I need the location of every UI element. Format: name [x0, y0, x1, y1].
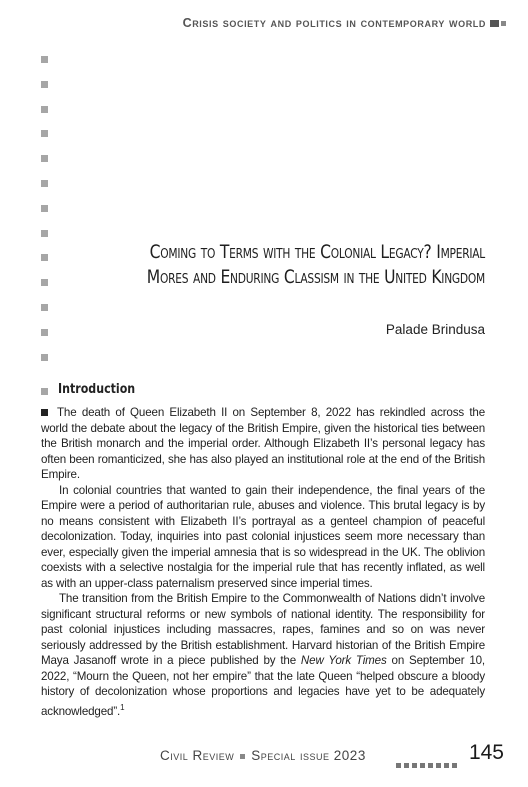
- running-header: [183, 16, 506, 30]
- header-block-mark-small: [501, 21, 506, 26]
- margin-square: [41, 155, 48, 162]
- margin-square: [41, 81, 48, 88]
- margin-square: [41, 180, 48, 187]
- margin-square: [41, 56, 48, 63]
- article-title: [145, 240, 485, 290]
- journal-name: Civil Review: [160, 748, 235, 763]
- section-square: [41, 388, 48, 395]
- margin-square: [41, 329, 48, 336]
- issue-label: Special issue 2023: [251, 748, 366, 763]
- paragraph-3: The transition from the British Empire to the Commonwealth of Nations didn’t involve significant structural reforms or new symbols of national identity. The responsibility for past colonial injustices including massacres, rapes, famines and so on was never seriously addressed by the British establishment. Harvard historian of the British Empire Maya Jasanoff wrote in a piece published by the New York Times on September 10, 2022, “Mourn the Queen, not her empire” that the late Queen “helped obscure a bloody history of decolonization whose proportions and legacies have yet to be adequately acknowledged”.$^1$: [41, 592, 485, 718]
- margin-square: [41, 304, 48, 311]
- footer-dots: [396, 755, 460, 773]
- margin-square: [41, 205, 48, 212]
- header-block-mark: [490, 20, 499, 27]
- journal-section-title: Crisis society and politics in contemporary world: [182, 16, 486, 30]
- author-name: Palade Brindusa: [385, 322, 485, 337]
- page-number: 145: [468, 741, 504, 764]
- title-line-2: Mores and Enduring Classism in the United Kingdom: [146, 266, 485, 288]
- newspaper-name: New York Times: [300, 654, 387, 667]
- margin-square: [41, 254, 48, 261]
- margin-square: [41, 106, 48, 113]
- margin-square: [41, 279, 48, 286]
- paragraph-bullet: [41, 409, 48, 416]
- margin-square: [41, 354, 48, 361]
- footnote-mark: 1: [120, 702, 125, 712]
- paragraph-1: The death of Queen Elizabeth II on September 8, 2022 has rekindled across the world the debate about the legacy of the British Empire, given the historical ties between the British monarch and the imperial order. Although Elizabeth II’s personal legacy has often been romanticized, she has also played an institutional role at the end of the British Empire.: [41, 406, 485, 481]
- section-heading: Introduction: [58, 382, 136, 397]
- title-line-1: Coming to Terms with the Colonial Legacy? Imperial: [149, 241, 485, 263]
- margin-square: [41, 130, 48, 137]
- paragraph-2: In colonial countries that wanted to gain their independence, the final years of the Empire were a period of authoritarian rule, abuses and violence. This brutal legacy is by no means consistent with Elizabeth II’s portrayal as a genteel champion of peaceful decolonization. Today, inquiries into past colonial injustices seem more necessary than ever, especially given the imperial amnesia that is so widespread in the UK. The oblivion coexists with a selective nostalgia for the imperial rule that has recently inflated, as well as with an upper-class paternalism preserved since imperial times.: [41, 483, 485, 590]
- margin-square-column: [41, 56, 48, 378]
- margin-square: [41, 230, 48, 237]
- running-footer: [160, 748, 366, 763]
- footer-separator: [240, 754, 245, 759]
- article-body: [41, 405, 485, 719]
